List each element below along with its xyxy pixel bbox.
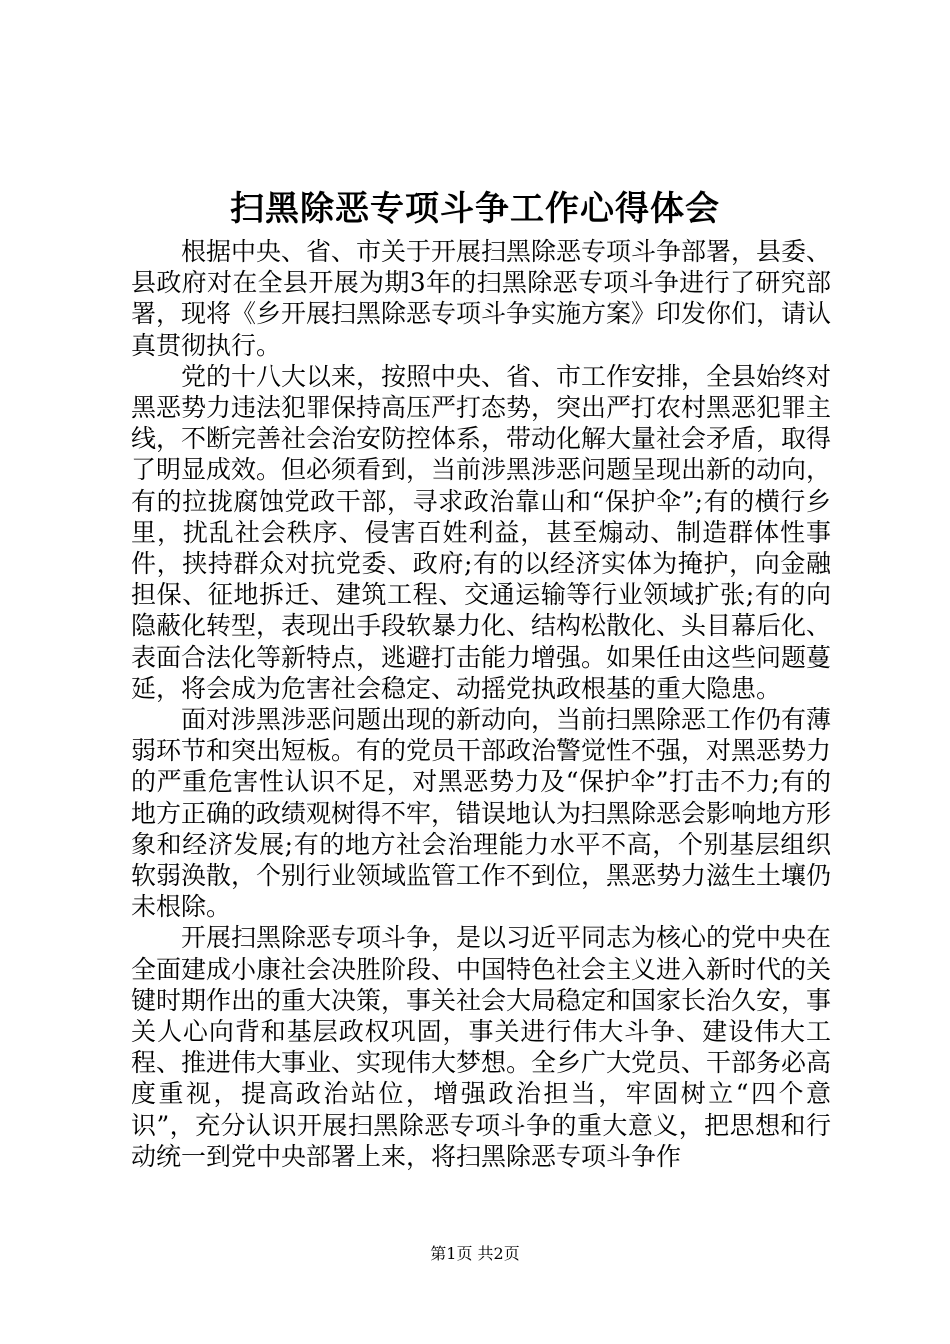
document-title: 扫黑除恶专项斗争工作心得体会 bbox=[230, 189, 720, 229]
document-body bbox=[131, 236, 831, 1172]
paragraph-2: 党的十八大以来，按照中央、省、市工作安排，全县始终对黑恶势力违法犯罪保持高压严打态势，突出严打农村黑恶犯罪主线，不断完善社会治安防控体系，带动化解大量社会矛盾，取得了明显成效。但必须看到，当前涉黑涉恶问题呈现出新的动向，有的拉拢腐蚀党政干部，寻求政治靠山和“保护伞”;有的横行乡里，扰乱社会秩序、侵害百姓利益，甚至煽动、制造群体性事件，挟持群众对抗党委、政府;有的以经济实体为掩护，向金融担保、征地拆迁、建筑工程、交通运输等行业领域扩张;有的向隐蔽化转型，表现出手段软暴力化、结构松散化、头目幕后化、表面合法化等新特点，逃避打击能力增强。如果任由这些问题蔓延，将会成为危害社会稳定、动摇党执政根基的重大隐患。 bbox=[131, 361, 832, 703]
paragraph-3: 面对涉黑涉恶问题出现的新动向，当前扫黑除恶工作仍有薄弱环节和突出短板。有的党员干部政治警觉性不强，对黑恶势力的严重危害性认识不足，对黑恶势力及“保护伞”打击不力;有的地方正确的政绩观树得不牢，错误地认为扫黑除恶会影响地方形象和经济发展;有的地方社会治理能力水平不高，个别基层组织软弱涣散，个别行业领域监管工作不到位，黑恶势力滋生土壤仍未根除。 bbox=[131, 705, 832, 922]
paragraph-1: 根据中央、省、市关于开展扫黑除恶专项斗争部署，县委、县政府对在全县开展为期3年的扫黑除恶专项斗争进行了研究部署，现将《乡开展扫黑除恶专项斗争实施方案》印发你们，请认真贯彻执行。 bbox=[131, 237, 832, 360]
paragraph-4: 开展扫黑除恶专项斗争，是以习近平同志为核心的党中央在全面建成小康社会决胜阶段、中国特色社会主义进入新时代的关键时期作出的重大决策，事关社会大局稳定和国家长治久安，事关人心向背和基层政权巩固，事关进行伟大斗争、建设伟大工程、推进伟大事业、实现伟大梦想。全乡广大党员、干部务必高度重视，提高政治站位，增强政治担当，牢固树立“四个意识”，充分认识开展扫黑除恶专项斗争的重大意义，把思想和行动统一到党中央部署上来，将扫黑除恶专项斗争作 bbox=[131, 923, 832, 1171]
page-number-footer: 第1页 共2页 bbox=[430, 1244, 520, 1263]
